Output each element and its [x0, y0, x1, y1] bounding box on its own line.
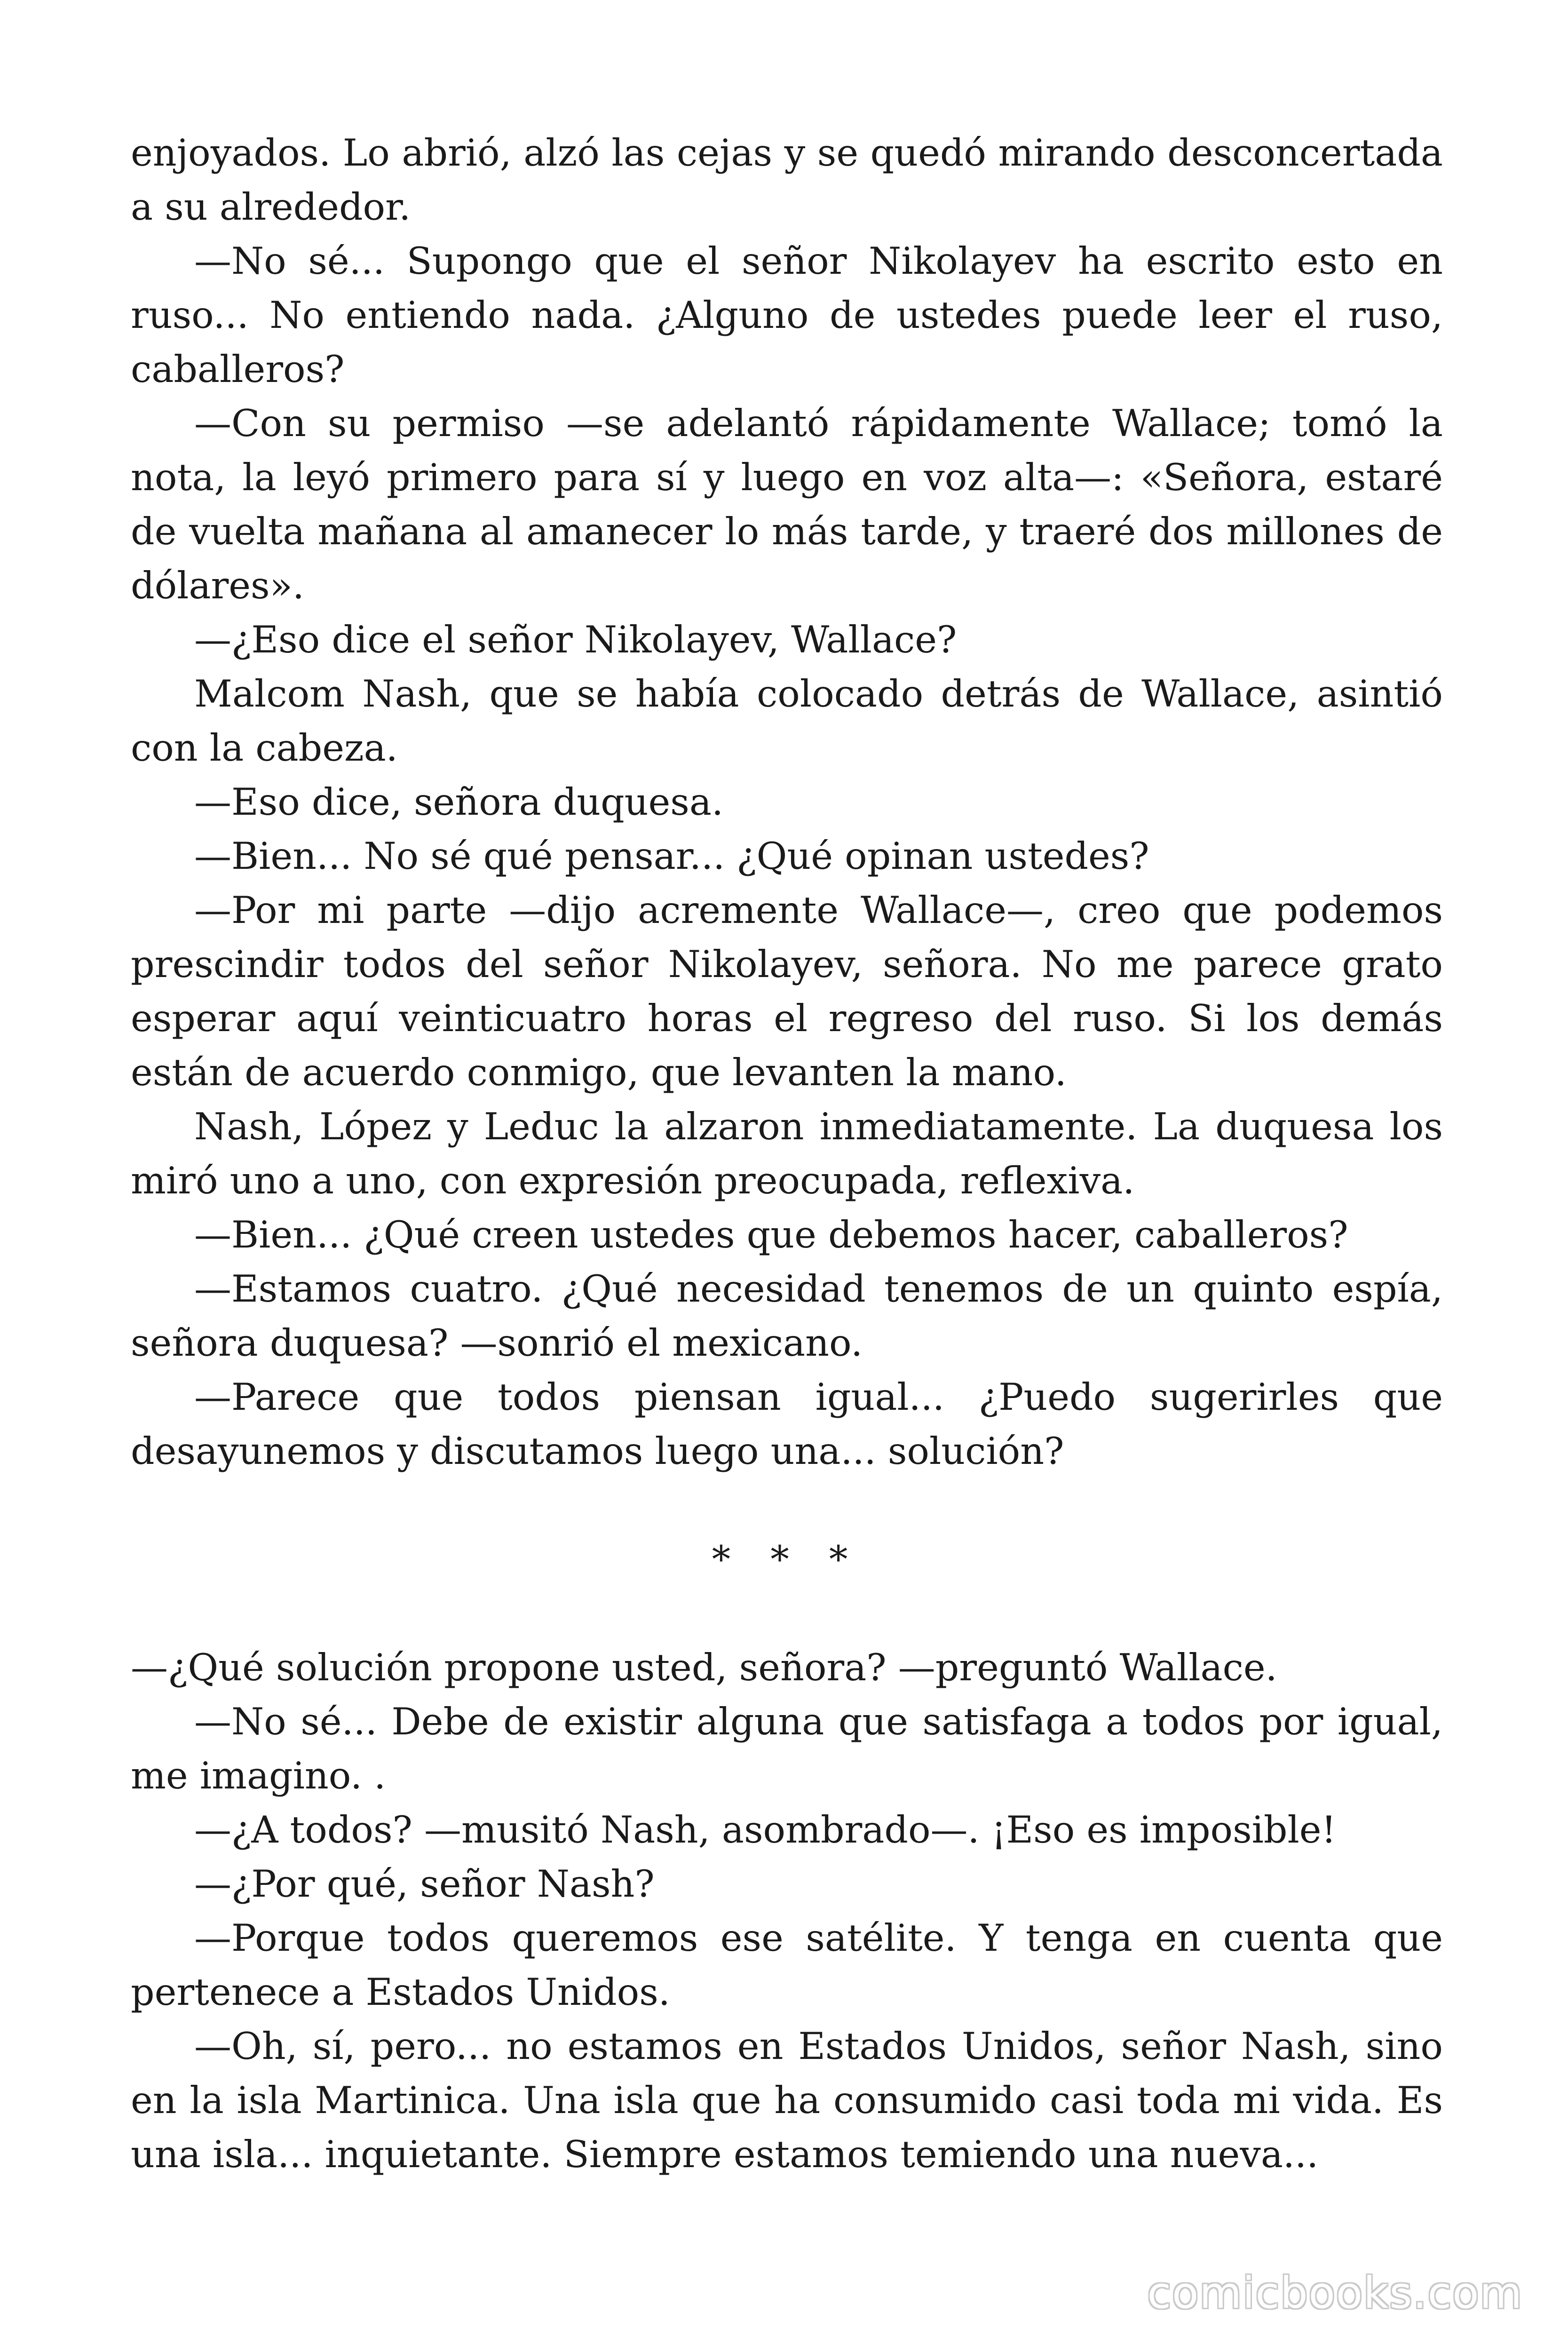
- paragraph: enjoyados. Lo abrió, alzó las cejas y se quedó mirando desconcertada a su alrededor.: [131, 131, 1443, 229]
- paragraph: —Estamos cuatro. ¿Qué necesidad tenemos de un quinto espía, señora duquesa? —sonrió el mexicano.: [131, 1267, 1443, 1365]
- section-separator: * * *: [712, 1538, 862, 1581]
- paragraph: —Parece que todos piensan igual... ¿Puedo sugerirles que desayunemos y discutamos luego una... solución?: [131, 1375, 1443, 1473]
- page-body: [131, 126, 1443, 2182]
- paragraph: —Oh, sí, pero... no estamos en Estados Unidos, señor Nash, sino en la isla Martinica. Una isla que ha consumido casi toda mi vida. Es una isla... inquietante. Siempre estamos temiendo una nueva...: [131, 2025, 1443, 2176]
- paragraph: —¿Por qué, señor Nash?: [194, 1862, 655, 1906]
- watermark: comicbooks.com: [1147, 2268, 1523, 2318]
- paragraph: —Eso dice, señora duquesa.: [194, 780, 724, 824]
- paragraph: —Con su permiso —se adelantó rápidamente Wallace; tomó la nota, la leyó primero para sí y luego en voz alta—: «Señora, estaré de vuelta mañana al amanecer lo más tarde, y traeré dos millones de dólares».: [131, 402, 1443, 607]
- paragraph: Nash, López y Leduc la alzaron inmediatamente. La duquesa los miró uno a uno, con expresión preocupada, reflexiva.: [131, 1105, 1443, 1202]
- paragraph: —Bien... ¿Qué creen ustedes que debemos hacer, caballeros?: [194, 1213, 1348, 1256]
- paragraph: —Porque todos queremos ese satélite. Y tenga en cuenta que pertenece a Estados Unidos.: [131, 1916, 1443, 2014]
- paragraph: —¿A todos? —musitó Nash, asombrado—. ¡Eso es imposible!: [194, 1808, 1337, 1851]
- paragraph: —No sé... Debe de existir alguna que satisfaga a todos por igual, me imagino. .: [131, 1700, 1443, 1797]
- paragraph: —Por mi parte —dijo acremente Wallace—, creo que podemos prescindir todos del señor Nikolayev, señora. No me parece grato esperar aquí veinticuatro horas el regreso del ruso. Si los demás están de acuerdo conmigo, que levanten la mano.: [131, 889, 1443, 1094]
- paragraph: —Bien... No sé qué pensar... ¿Qué opinan ustedes?: [194, 834, 1149, 878]
- paragraph: Malcom Nash, que se había colocado detrás de Wallace, asintió con la cabeza.: [131, 672, 1443, 770]
- paragraph: —¿Qué solución propone usted, señora? —preguntó Wallace.: [131, 1646, 1277, 1689]
- paragraph: —¿Eso dice el señor Nikolayev, Wallace?: [194, 618, 957, 661]
- paragraph: —No sé... Supongo que el señor Nikolayev ha escrito esto en ruso... No entiendo nada. ¿Alguno de ustedes puede leer el ruso, caballeros?: [131, 239, 1443, 391]
